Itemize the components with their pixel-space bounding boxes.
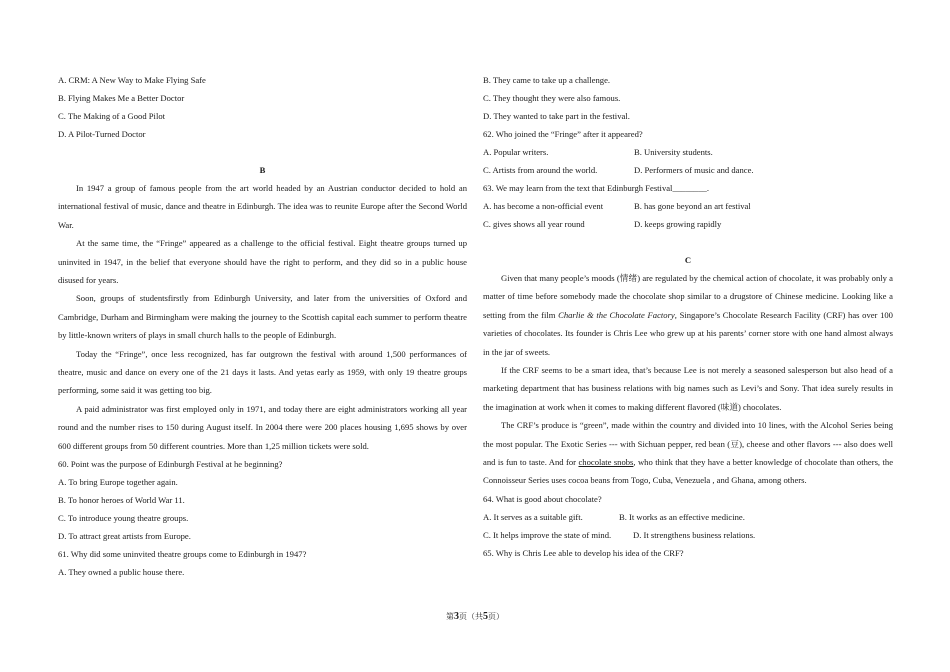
q64-option-b: B. It works as an effective medicine. [619, 511, 745, 522]
q60-option-c: C. To introduce young theatre groups. [58, 513, 189, 524]
b-paragraph-2: At the same time, the “Fringe” appeared as a challenge to the official festival. Eight theatre groups turned up uninvited in 1947, in the belief that everyone should have the right to perform, and they did so in a public house disused for years. [58, 238, 467, 286]
q62-option-b: B. University students. [634, 147, 713, 157]
prev-option-c: C. The Making of a Good Pilot [58, 111, 166, 121]
c-p1-text-end: , Singapore’s Chocolate Research Facility (CRF) has over 100 varieties of chocolates. Its founder is Chris Lee who grew up at his parents’ corner store with one hand almost always in the jar of sweets. [483, 309, 893, 357]
q61-option-c: C. They thought they were also famous. [483, 93, 621, 103]
section-b-heading: B [259, 165, 266, 175]
q63-option-d: D. keeps growing rapidly [634, 219, 722, 229]
q60-option-d: D. To attract great artists from Europe. [58, 531, 191, 542]
q64-options-row-1 [483, 508, 893, 526]
c-p1-text-start: Given that many people’s moods (情绪) are regulated by the chemical action of chocolate, it was probably only a matter of time before somebody made the chocolate shop similar to a drugstore of Chinese medicine. Looking like a setting from the film [483, 273, 893, 320]
q64-options-row-2 [483, 526, 893, 544]
question-63: 63. We may learn from the text that Edinburgh Festival________. [483, 183, 709, 193]
question-61: 61. Why did some uninvited theatre groups come to Edinburgh in 1947? [58, 549, 307, 560]
question-64: 64. What is good about chocolate? [483, 493, 602, 504]
prev-option-d: D. A Pilot-Turned Doctor [58, 129, 146, 139]
q61-option-d: D. They wanted to take part in the festival. [483, 111, 630, 121]
q64-option-c: C. It helps improve the state of mind. [483, 529, 612, 540]
b-paragraph-4: Today the “Fringe”, once less recognized, has far outgrown the festival with around 1,500 performances of theatre, music and dance on every one of the 21 days it lasts. And yetas early as 1959, with only 19 theatre groups performing, some said it was getting too big. [58, 348, 467, 396]
q61-option-a: A. They owned a public house there. [58, 567, 185, 578]
q62-options-row-2 [483, 161, 893, 179]
q62-option-c: C. Artists from around the world. [483, 165, 598, 175]
c-paragraph-2: If the CRF seems to be a smart idea, that’s because Lee is not merely a seasoned salesperson but also head of a marketing department that has business relations with big names such as Levi’s and Sony. That idea surely results in the imagination at work when it comes to making different flavored (味道) chocolates. [483, 365, 893, 412]
film-title: Charlie & the Chocolate Factory [558, 309, 675, 320]
q62-options-row-1 [483, 143, 893, 161]
page-number: 3 [454, 611, 459, 622]
q62-option-a: A. Popular writers. [483, 147, 549, 157]
b-paragraph-1: In 1947 a group of famous people from the art world headed by an Austrian conductor decided to hold an international festival of music, dance and theatre in Edinburgh. The idea was to reunite Europe after the Second World War. [58, 183, 467, 230]
footer-pre: 第 [446, 612, 454, 621]
q62-option-d: D. Performers of music and dance. [634, 165, 754, 175]
footer-post: 页） [488, 612, 504, 621]
q63-options-row-2 [483, 215, 893, 233]
prev-option-a: A. CRM: A New Way to Make Flying Safe [58, 75, 206, 85]
b-paragraph-3: Soon, groups of studentsfirstly from Edinburgh University, and later from the universities of Oxford and Cambridge, Durham and Birmingham were making the journey to the Scottish capital each summer to perform theatre by little-known writers of plays in small church halls to the people of Edinburgh. [58, 293, 467, 341]
section-c-heading: C [684, 255, 692, 265]
q63-options-row-1 [483, 197, 893, 215]
footer-mid: 页（共 [459, 612, 483, 621]
q60-option-a: A. To bring Europe together again. [58, 477, 178, 488]
page-footer [0, 611, 950, 623]
q64-option-d: D. It strengthens business relations. [633, 529, 756, 540]
c-paragraph-3 [483, 416, 893, 490]
question-62: 62. Who joined the “Fringe” after it appeared? [483, 129, 643, 139]
underlined-term: chocolate snobs [578, 457, 634, 468]
b-paragraph-5: A paid administrator was first employed only in 1971, and today there are eight administrators working all year round and the number rises to 150 during August itself. In 2004 there were 200 places housing 1,695 shows by over 600 different groups from 50 different countries. More than 1,25 million tickets were sold. [58, 403, 467, 451]
q64-option-a: A. It serves as a suitable gift. [483, 511, 583, 522]
question-65: 65. Why is Chris Lee able to develop his idea of the CRF? [483, 547, 684, 558]
c-paragraph-1 [483, 269, 893, 361]
q60-option-b: B. To honor heroes of World War 11. [58, 495, 185, 506]
right-column [483, 71, 893, 562]
page-total: 5 [483, 611, 488, 622]
question-60: 60. Point was the purpose of Edinburgh Festival at he beginning? [58, 459, 283, 470]
q63-option-b: B. has gone beyond an art festival [634, 201, 751, 211]
q63-option-c: C. gives shows all year round [483, 219, 585, 229]
prev-option-b: B. Flying Makes Me a Better Doctor [58, 93, 185, 103]
c-p3-text-start: The CRF’s produce is “green”, made within the country and divided into 10 lines, with the Alcohol Series being the most popular. The Exotic Series --- with Sichuan pepper, red bean (豆), cheese and other flavors --- also does well and is fun to taste. And for [483, 420, 893, 468]
q63-option-a: A. has become a non-official event [483, 201, 604, 211]
left-column [58, 71, 467, 581]
q61-option-b: B. They came to take up a challenge. [483, 75, 611, 85]
c-p3-text-end: , who think that they have a better knowledge of chocolate than others, the Connoisseur Series uses cocoa beans from Togo, Cuba, Venezuela , and Ghana, among others. [483, 457, 894, 486]
